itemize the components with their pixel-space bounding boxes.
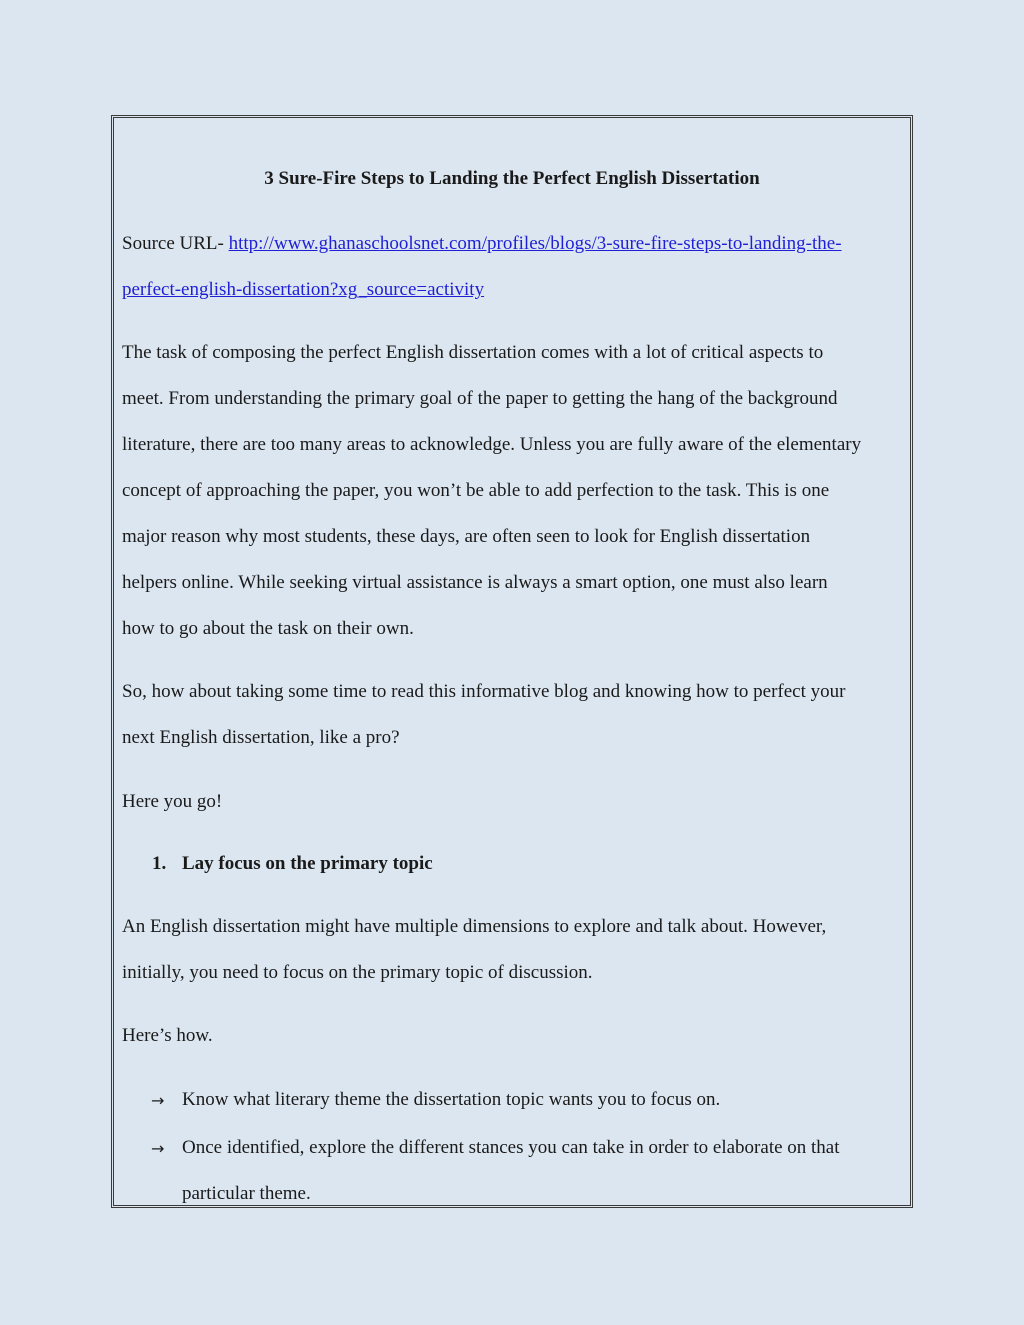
paragraph-line: helpers online. While seeking virtual assistance is always a smart option, one must also learn	[122, 572, 828, 593]
paragraph-line: literature, there are too many areas to acknowledge. Unless you are fully aware of the elementary	[122, 434, 862, 455]
paragraph-line: major reason why most students, these days, are often seen to look for English dissertation	[122, 526, 811, 547]
arrow-right-icon: →	[151, 1091, 165, 1110]
paragraph-line: meet. From understanding the primary goal of the paper to getting the hang of the background	[122, 388, 838, 409]
paragraph-line: Here you go!	[122, 791, 223, 812]
paragraph-line: An English dissertation might have multiple dimensions to explore and talk about. However,	[122, 916, 827, 937]
source-url-line	[122, 232, 842, 256]
source-url-link-continued[interactable]: perfect-english-dissertation?xg_source=activity	[122, 279, 485, 300]
paragraph-line: initially, you need to focus on the primary topic of discussion.	[122, 962, 593, 983]
source-url-line-2	[122, 278, 484, 302]
bullet-text: Once identified, explore the different stances you can take in order to elaborate on that	[182, 1137, 840, 1158]
paragraph-line: The task of composing the perfect English dissertation comes with a lot of critical aspects to	[122, 342, 824, 363]
paragraph-line: next English dissertation, like a pro?	[122, 727, 400, 748]
bullet-text: Know what literary theme the dissertation topic wants you to focus on.	[182, 1089, 721, 1110]
source-label: Source URL-	[122, 233, 229, 254]
section-number: 1.	[152, 853, 167, 874]
source-url-link[interactable]: http://www.ghanaschoolsnet.com/profiles/blogs/3-sure-fire-steps-to-landing-the-	[228, 233, 842, 254]
paragraph-line: how to go about the task on their own.	[122, 618, 414, 639]
paragraph-line: So, how about taking some time to read this informative blog and knowing how to perfect your	[122, 681, 846, 702]
bullet-text-continued: particular theme.	[182, 1183, 311, 1204]
document-page	[111, 115, 913, 1208]
section-heading-text: Lay focus on the primary topic	[182, 853, 433, 874]
paragraph-line: concept of approaching the paper, you won’t be able to add perfection to the task. This is one	[122, 480, 830, 501]
document-title: 3 Sure-Fire Steps to Landing the Perfect English Dissertation	[264, 168, 760, 189]
arrow-right-icon: →	[151, 1139, 165, 1158]
paragraph-line: Here’s how.	[122, 1025, 213, 1046]
